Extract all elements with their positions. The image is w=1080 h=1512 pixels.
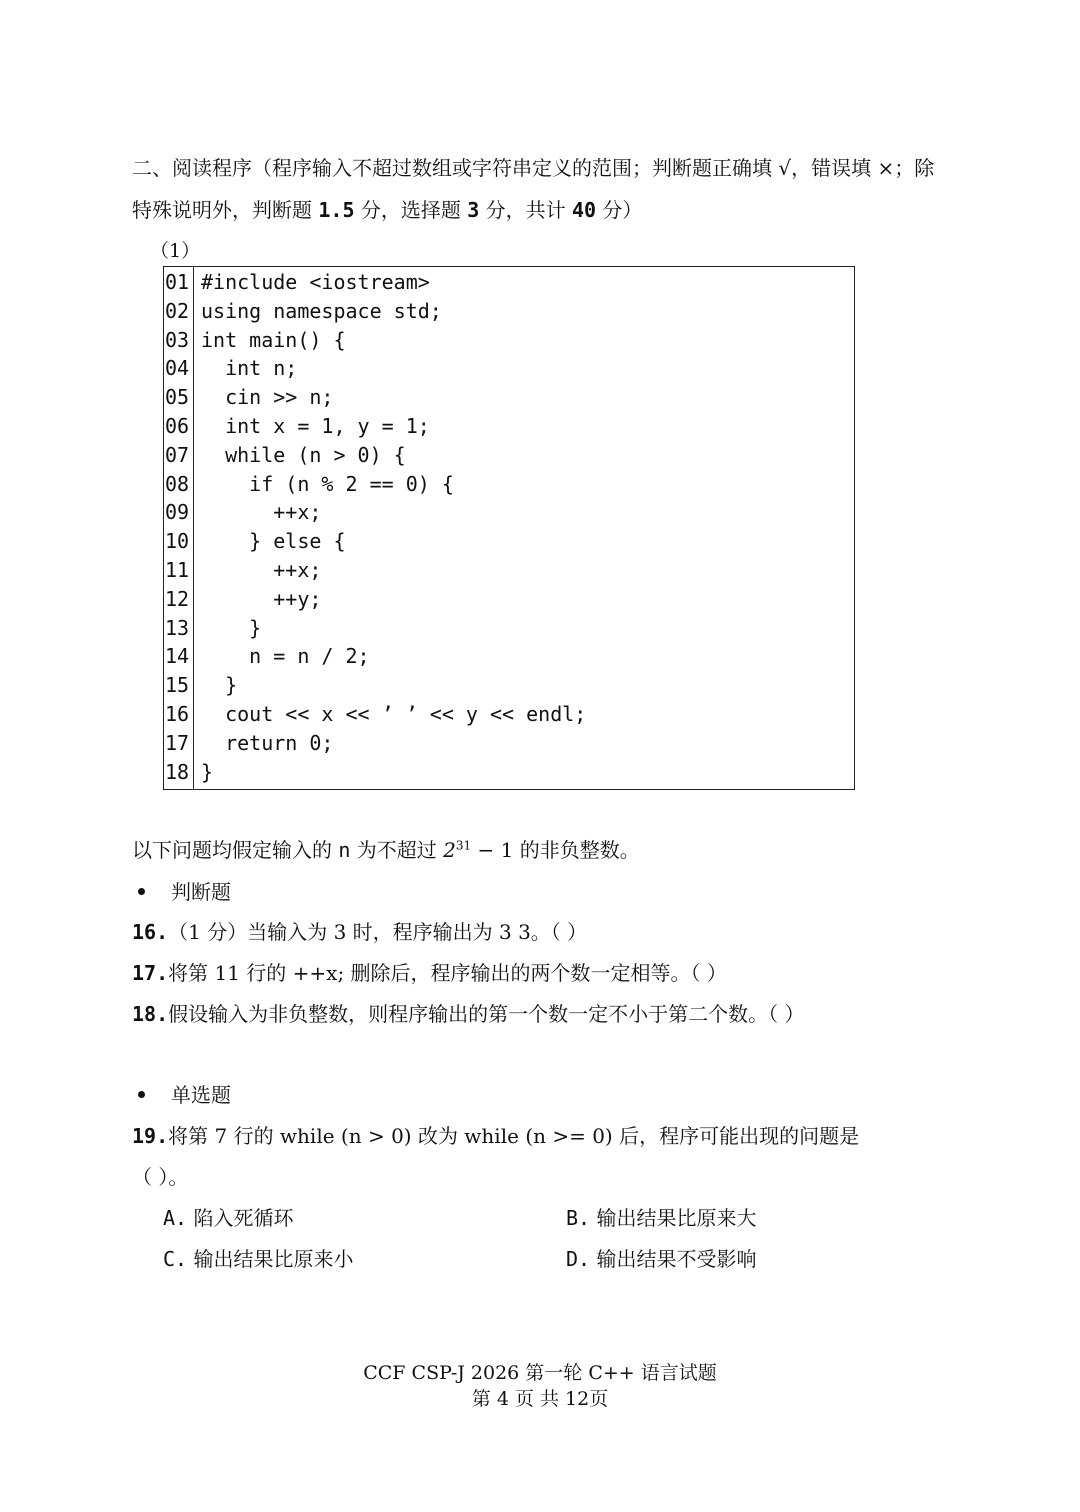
option-c [163,1243,353,1272]
question-text: 将第 7 行的 while (n > 0) 改为 while (n >= 0) 后，程序可能出现的问题是 [168,1124,860,1148]
code-line-number: 17 [165,730,190,755]
code-line-number: 10 [165,529,190,554]
assumption-note [132,834,640,863]
code-line [164,556,854,585]
code-line [164,642,854,671]
question-19 [132,1120,859,1149]
code-line [164,671,854,700]
choice-label: 单选题 [171,1083,231,1107]
heading-text-mid1: 分，选择题 [354,198,468,222]
code-line-text: ++x; [201,558,322,582]
code-line-text: } else { [201,529,346,554]
option-a [163,1202,293,1231]
question-18 [132,998,804,1027]
code-line-number: 13 [165,615,190,640]
footer-exam-title: CCF CSP-J 2026 第一轮 C++ 语言试题 [363,1362,717,1384]
code-line-number: 02 [165,298,190,323]
question-text: 将第 11 行的 ++x; 删除后，程序输出的两个数一定相等。（ ） [168,961,727,985]
choice-section-label [132,1079,231,1108]
code-line-number: 03 [165,327,190,352]
question-text: （1 分）当输入为 3 时，程序输出为 3 3。（ ） [168,920,588,944]
option-text: 陷入死循环 [193,1206,294,1230]
code-line-text: int n; [201,356,298,381]
note-base: 2 [443,838,456,862]
code-line [164,700,854,729]
option-b [566,1202,756,1231]
code-line-number: 16 [165,702,190,726]
code-line [164,614,854,643]
code-line-text: int main() { [201,327,346,352]
note-mid: 为不超过 [350,838,444,862]
note-exponent: 31 [455,838,472,853]
option-text: 输出结果比原来大 [596,1206,757,1230]
question-19-tail: （ ）。 [132,1165,189,1189]
option-d [566,1243,756,1272]
code-line-number: 11 [165,558,190,582]
code-line [164,585,854,614]
bullet-icon [138,1091,145,1098]
option-key: C. [163,1247,188,1271]
note-variable: n [338,838,351,862]
code-line-text: int x = 1, y = 1; [201,414,430,438]
code-line-number: 12 [165,586,190,611]
question-text: 假设输入为非负整数，则程序输出的第一个数一定不小于第二个数。（ ） [168,1002,805,1026]
code-line-text: #include <iostream> [201,270,430,294]
code-line-number: 09 [165,500,190,525]
heading-text-pre: 特殊说明外，判断题 [132,198,319,222]
code-line [164,297,854,326]
option-key: A. [163,1206,188,1230]
code-line-text: ++y; [201,586,322,611]
code-line-text: cin >> n; [201,385,334,410]
heading-text-post: 分） [596,198,643,222]
code-line-text: n = n / 2; [201,644,370,669]
code-line-number: 01 [165,270,190,294]
code-line [164,383,854,412]
judge-section-label [132,876,231,905]
code-line [164,441,854,470]
code-line-number: 06 [165,414,190,438]
section-heading-text: 二、阅读程序（程序输入不超过数组或字符串定义的范围；判断题正确填 √，错误填 ×；除 [132,156,935,180]
note-post: 的非负整数。 [513,838,640,862]
option-key: D. [566,1247,591,1271]
code-line-number: 14 [165,644,190,669]
code-line-text: cout << x << ’ ’ << y << endl; [201,702,587,726]
code-line-text: return 0; [201,730,334,755]
choice-points: 3 [467,198,480,222]
code-line-text: } [201,673,238,698]
judge-points: 1.5 [318,198,355,222]
code-line-number: 18 [165,759,190,784]
bullet-icon [138,888,145,895]
code-line-text: ++x; [201,500,322,525]
question-16 [132,916,587,945]
code-line-number: 05 [165,385,190,410]
code-line-text: } [201,759,214,784]
heading-text-mid2: 分，共计 [479,198,572,222]
note-pre: 以下问题均假定输入的 [132,838,339,862]
code-line [164,729,854,758]
question-number: 19. [132,1124,169,1148]
problem-index: （1） [150,240,201,262]
code-line [164,758,854,787]
judge-label: 判断题 [171,880,231,904]
code-line-text: } [201,615,262,640]
total-points: 40 [571,198,597,222]
question-17 [132,957,727,986]
code-line [164,527,854,556]
code-line [164,326,854,355]
question-number: 18. [132,1002,169,1026]
option-key: B. [566,1206,591,1230]
code-line-number: 08 [165,471,190,496]
code-line-text: if (n % 2 == 0) { [201,471,454,496]
code-listing [163,266,855,790]
code-line-number: 07 [165,442,190,467]
code-line [164,268,854,297]
code-line [164,412,854,441]
footer-page-number: 第 4 页 共 12页 [471,1388,609,1410]
option-text: 输出结果比原来小 [193,1247,354,1271]
note-minus: − 1 [471,838,514,862]
section-heading-line-2 [132,194,642,223]
question-number: 17. [132,961,169,985]
section-heading-line-1 [132,152,934,181]
code-line [164,498,854,527]
option-text: 输出结果不受影响 [596,1247,757,1271]
code-line [164,470,854,499]
code-line-number: 15 [165,673,190,698]
code-line-number: 04 [165,356,190,381]
code-line [164,354,854,383]
question-number: 16. [132,920,169,944]
code-line-text: while (n > 0) { [201,442,406,467]
code-line-text: using namespace std; [201,298,442,323]
